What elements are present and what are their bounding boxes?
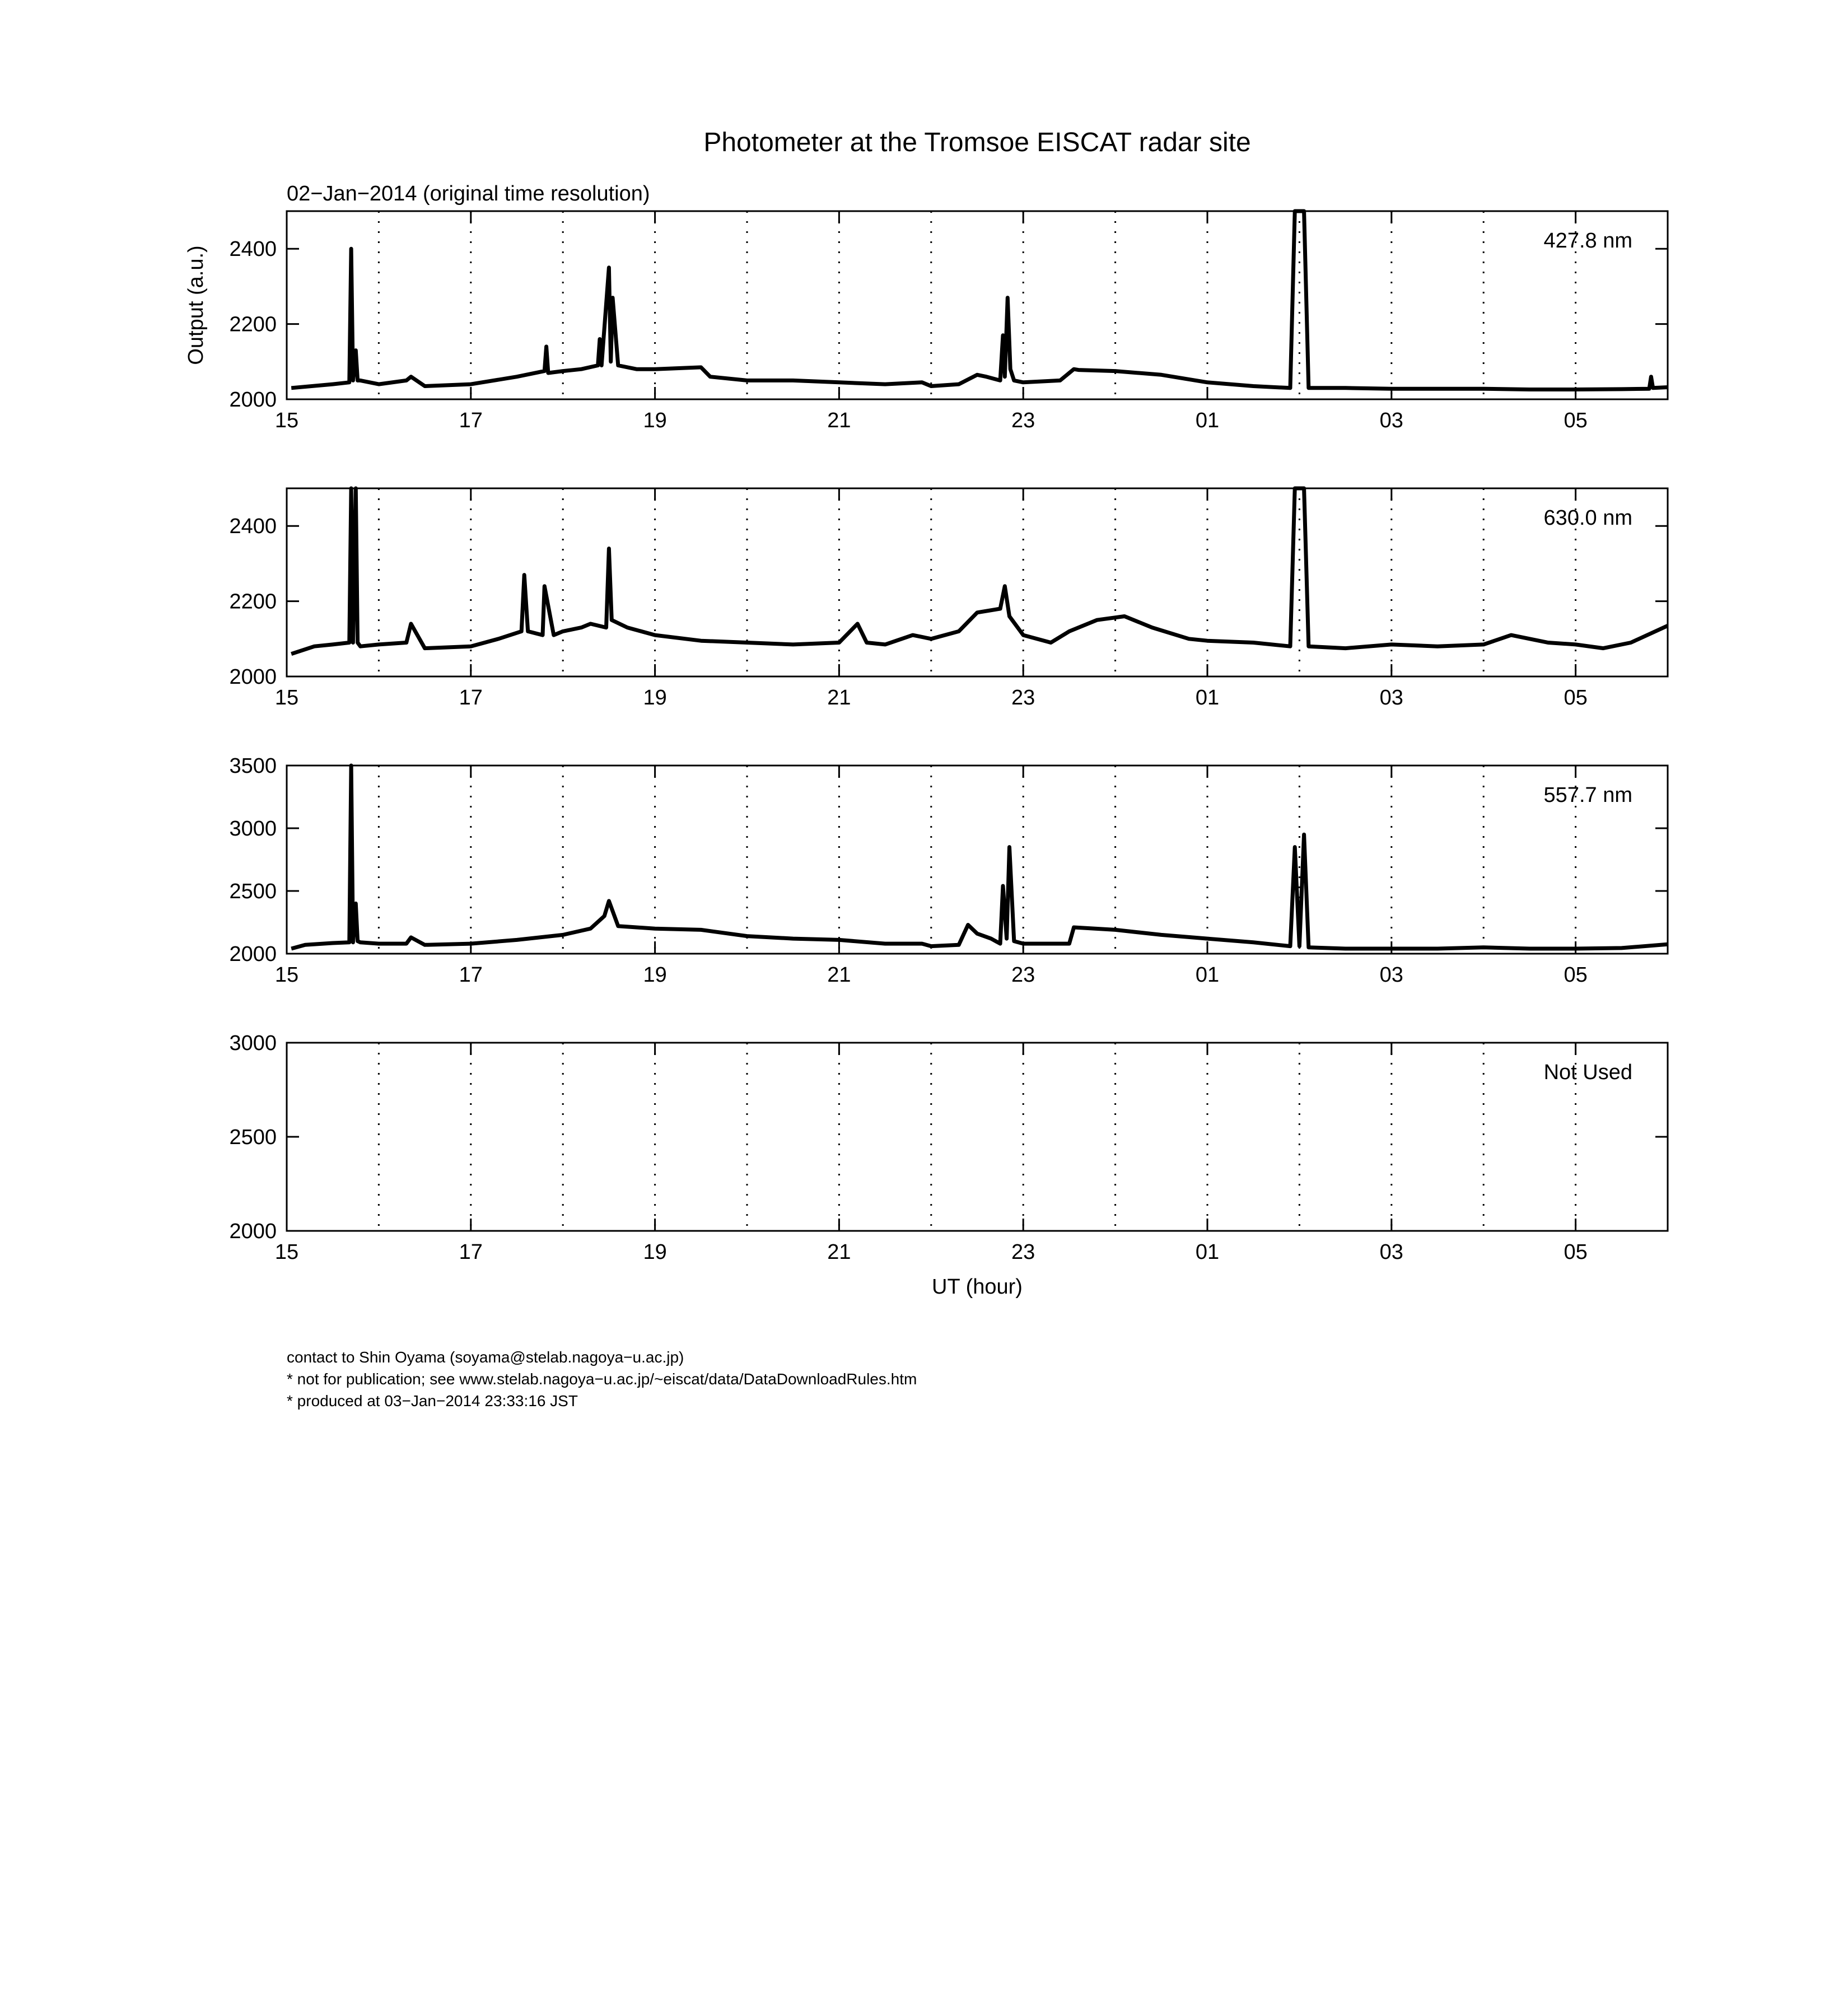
- panel-4: [229, 1032, 1668, 1264]
- plot-frame: [287, 488, 1668, 676]
- panel-1: [229, 211, 1668, 432]
- x-tick-label: 03: [1379, 686, 1403, 710]
- x-tick-label: 01: [1195, 686, 1220, 710]
- footer-rules: * not for publication; see www.stelab.nagoya−u.ac.jp/~eiscat/data/DataDownloadRules.htm: [287, 1370, 917, 1388]
- y-axis-label: Output (a.u.): [184, 245, 208, 365]
- x-tick-label: 15: [274, 409, 299, 432]
- footer-produced: * produced at 03−Jan−2014 23:33:16 JST: [287, 1392, 578, 1410]
- x-axis-label: UT (hour): [932, 1275, 1023, 1299]
- y-tick-label: 3000: [229, 1032, 277, 1055]
- x-tick-label: 19: [643, 409, 667, 432]
- x-tick-label: 15: [274, 963, 299, 987]
- y-tick-label: 2500: [229, 1126, 277, 1149]
- x-tick-label: 05: [1564, 409, 1588, 432]
- x-tick-label: 17: [459, 1240, 483, 1264]
- x-tick-label: 21: [827, 686, 851, 710]
- x-tick-label: 15: [274, 1240, 299, 1264]
- x-tick-label: 21: [827, 963, 851, 987]
- y-tick-label: 2200: [229, 590, 277, 614]
- panel-2: [229, 488, 1668, 710]
- x-tick-label: 15: [274, 686, 299, 710]
- x-tick-label: 03: [1379, 963, 1403, 987]
- chart-title: Photometer at the Tromsoe EISCAT radar site: [703, 128, 1251, 157]
- x-tick-label: 17: [459, 686, 483, 710]
- x-tick-label: 19: [643, 686, 667, 710]
- x-tick-label: 17: [459, 963, 483, 987]
- y-tick-label: 3000: [229, 817, 277, 841]
- x-tick-label: 03: [1379, 409, 1403, 432]
- x-tick-label: 05: [1564, 1240, 1588, 1264]
- x-tick-label: 01: [1195, 1240, 1220, 1264]
- x-tick-label: 21: [827, 409, 851, 432]
- x-tick-label: 17: [459, 409, 483, 432]
- y-tick-label: 2200: [229, 312, 277, 337]
- series-line: [291, 766, 1668, 949]
- x-tick-label: 23: [1011, 1240, 1035, 1264]
- x-tick-label: 23: [1011, 686, 1035, 710]
- chart-subtitle: 02−Jan−2014 (original time resolution): [287, 182, 650, 206]
- x-tick-label: 19: [643, 1240, 667, 1264]
- y-tick-label: 2000: [229, 665, 277, 689]
- x-tick-label: 23: [1011, 963, 1035, 987]
- x-tick-label: 05: [1564, 963, 1588, 987]
- x-tick-label: 21: [827, 1240, 851, 1264]
- series-label: 427.8 nm: [1543, 229, 1632, 253]
- y-tick-label: 2500: [229, 880, 277, 903]
- y-tick-label: 2400: [229, 515, 277, 539]
- series-label: 630.0 nm: [1543, 506, 1632, 530]
- x-tick-label: 01: [1195, 963, 1220, 987]
- series-label: 557.7 nm: [1543, 783, 1632, 807]
- series-line: [291, 488, 1668, 654]
- panel-3: [229, 754, 1668, 987]
- y-tick-label: 2000: [229, 942, 277, 966]
- y-tick-label: 2000: [229, 1220, 277, 1243]
- plot-frame: [287, 211, 1668, 399]
- panels-group: [229, 211, 1668, 1264]
- plot-frame: [287, 1043, 1668, 1231]
- y-tick-label: 2000: [229, 388, 277, 412]
- x-tick-label: 03: [1379, 1240, 1403, 1264]
- footer-contact: contact to Shin Oyama (soyama@stelab.nagoya−u.ac.jp): [287, 1348, 684, 1366]
- y-tick-label: 3500: [229, 754, 277, 778]
- y-tick-label: 2400: [229, 237, 277, 262]
- x-tick-label: 01: [1195, 409, 1220, 432]
- series-line: [291, 211, 1668, 390]
- plot-frame: [287, 766, 1668, 954]
- x-tick-label: 23: [1011, 409, 1035, 432]
- series-label: Not Used: [1543, 1061, 1632, 1084]
- x-tick-label: 19: [643, 963, 667, 987]
- x-tick-label: 05: [1564, 686, 1588, 710]
